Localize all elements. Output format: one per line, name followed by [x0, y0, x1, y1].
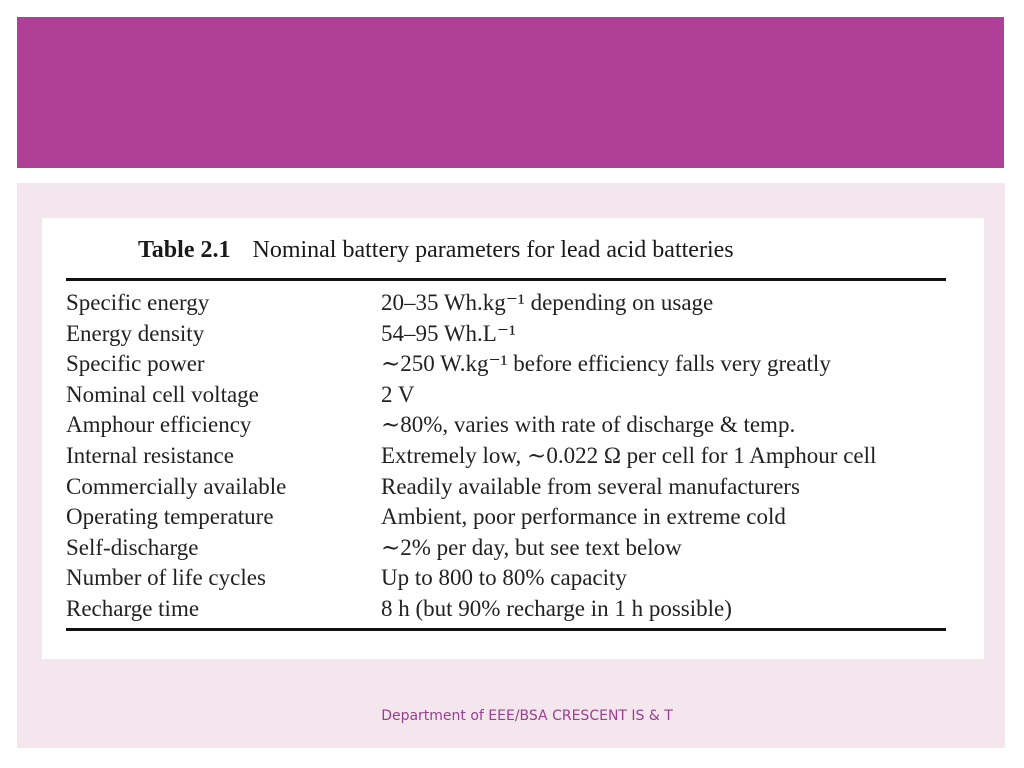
param-name: Nominal cell voltage: [66, 381, 259, 407]
param-name: Specific energy: [66, 290, 210, 315]
table-row: [66, 472, 956, 503]
param-value: 54–95 Wh.L⁻¹: [381, 320, 516, 346]
table-row: [66, 441, 956, 472]
table-caption-text: Nominal battery parameters for lead acid batteries: [252, 237, 734, 263]
param-value: Ambient, poor performance in extreme cold: [381, 504, 786, 530]
table-caption: [138, 237, 734, 264]
param-name: Commercially available: [66, 473, 287, 499]
param-value: Extremely low, ∼0.022 Ω per cell for 1 Amphour cell: [381, 442, 877, 468]
param-value: ∼2% per day, but see text below: [381, 534, 682, 560]
param-name: Amphour efficiency: [66, 412, 252, 438]
table-row: [66, 319, 956, 350]
table-row: [66, 563, 956, 594]
param-value: Up to 800 to 80% capacity: [381, 565, 627, 591]
param-value: 20–35 Wh.kg⁻¹ depending on usage: [381, 290, 714, 315]
param-name: Number of life cycles: [66, 565, 266, 591]
param-name: Recharge time: [66, 595, 200, 621]
table-row: [66, 502, 956, 533]
table-caption-label: Table 2.1: [138, 237, 231, 263]
param-value: 2 V: [381, 381, 415, 407]
param-name: Internal resistance: [66, 442, 234, 468]
param-name: Energy density: [66, 320, 205, 346]
table-row: [66, 380, 956, 411]
param-value: Readily available from several manufacturers: [381, 473, 800, 499]
table-row: [66, 410, 956, 441]
table-body: [66, 288, 956, 625]
table-top-rule: [66, 278, 946, 281]
param-name: Operating temperature: [66, 504, 274, 530]
param-value: ∼250 W.kg⁻¹ before efficiency falls very greatly: [381, 351, 831, 377]
table-bottom-rule: [66, 628, 946, 631]
param-value: ∼80%, varies with rate of discharge & temp.: [381, 412, 796, 438]
title-band: [17, 17, 1004, 168]
param-name: Self-discharge: [66, 534, 199, 560]
table-row: [66, 594, 956, 625]
footer-text: Department of EEE/BSA CRESCENT IS & T: [381, 708, 673, 724]
table-row: [66, 349, 956, 380]
table-row: [66, 288, 956, 319]
param-value: 8 h (but 90% recharge in 1 h possible): [381, 595, 732, 621]
table-row: [66, 533, 956, 564]
param-name: Specific power: [66, 351, 205, 377]
